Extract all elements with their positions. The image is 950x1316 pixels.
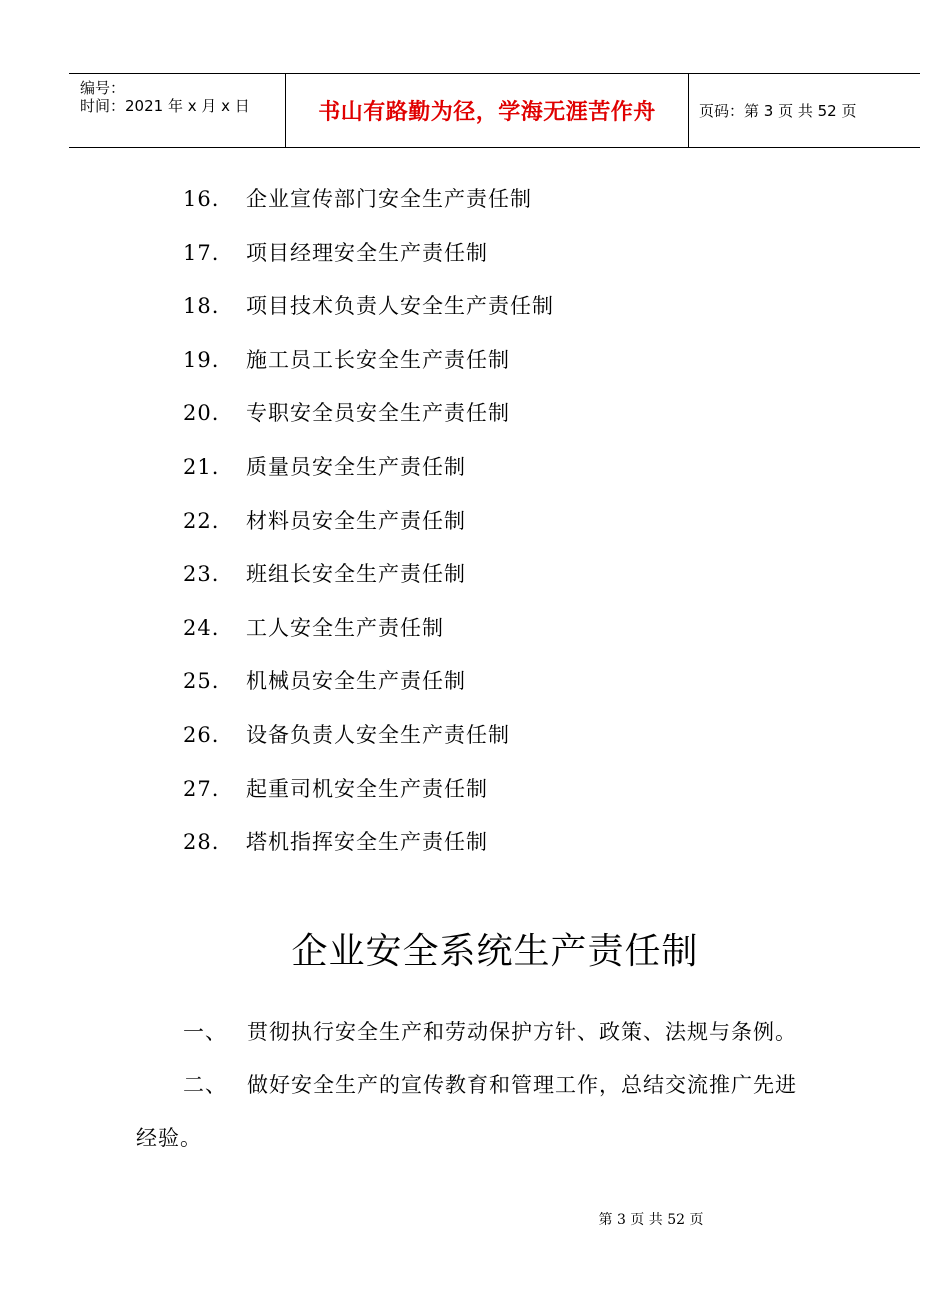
list-item-text: 设备负责人安全生产责任制 bbox=[246, 722, 510, 747]
list-item bbox=[183, 773, 554, 827]
list-item bbox=[183, 237, 554, 291]
list-item-number: 16. bbox=[183, 187, 220, 211]
list-item-number: 24. bbox=[183, 615, 220, 640]
header-motto: 书山有路勤为径，学海无涯苦作舟 bbox=[286, 74, 689, 147]
list-item-text: 工人安全生产责任制 bbox=[246, 615, 444, 640]
list-item-number: 22. bbox=[183, 508, 220, 533]
list-item bbox=[183, 505, 554, 559]
header-page-info: 页码：第 3 页 共 52 页 bbox=[699, 102, 857, 120]
list-item-text: 施工员工长安全生产责任制 bbox=[246, 347, 510, 372]
list-item-number: 20. bbox=[183, 401, 220, 426]
time-label: 时间：2021 年 x 月 x 日 bbox=[80, 97, 250, 115]
list-item-number: 21. bbox=[183, 454, 220, 479]
list-item bbox=[183, 719, 554, 773]
list-item-text: 企业宣传部门安全生产责任制 bbox=[246, 187, 532, 211]
list-item bbox=[183, 290, 554, 344]
list-item-number: 25. bbox=[183, 669, 220, 694]
paragraph-number: 一、 bbox=[183, 1020, 227, 1044]
list-item-number: 28. bbox=[183, 830, 220, 855]
list-item-text: 机械员安全生产责任制 bbox=[246, 669, 466, 694]
list-item-number: 27. bbox=[183, 776, 220, 801]
paragraph-continuation: 经验。 bbox=[136, 1126, 202, 1150]
paragraph-text: 贯彻执行安全生产和劳动保护方针、政策、法规与条例。 bbox=[247, 1020, 797, 1044]
list-item bbox=[183, 183, 554, 237]
list-item bbox=[183, 558, 554, 612]
list-item-number: 18. bbox=[183, 294, 220, 319]
section-title: 企业安全系统生产责任制 bbox=[291, 931, 699, 972]
list-item bbox=[183, 665, 554, 719]
list-item bbox=[183, 826, 554, 880]
list-item-text: 塔机指挥安全生产责任制 bbox=[246, 830, 488, 855]
list-item bbox=[183, 451, 554, 505]
paragraph-text: 做好安全生产的宣传教育和管理工作，总结交流推广先进 bbox=[247, 1073, 797, 1097]
serial-label: 编号： bbox=[80, 79, 126, 97]
header-meta-cell bbox=[69, 74, 286, 147]
list-item-text: 材料员安全生产责任制 bbox=[246, 508, 466, 533]
list-item-number: 23. bbox=[183, 562, 220, 587]
list-item bbox=[183, 344, 554, 398]
list-item-number: 26. bbox=[183, 722, 220, 747]
list-item-number: 19. bbox=[183, 347, 220, 372]
list-item bbox=[183, 612, 554, 666]
page-footer: 第 3 页 共 52 页 bbox=[598, 1212, 704, 1228]
list-item-number: 17. bbox=[183, 240, 220, 265]
list-item-text: 专职安全员安全生产责任制 bbox=[246, 401, 510, 426]
responsibility-list bbox=[183, 183, 554, 880]
list-item-text: 质量员安全生产责任制 bbox=[246, 454, 466, 479]
list-item bbox=[183, 397, 554, 451]
paragraph bbox=[183, 1069, 797, 1101]
paragraph-number: 二、 bbox=[183, 1073, 227, 1097]
list-item-text: 班组长安全生产责任制 bbox=[246, 562, 466, 587]
list-item-text: 起重司机安全生产责任制 bbox=[246, 776, 488, 801]
paragraph bbox=[183, 1016, 797, 1048]
list-item-text: 项目经理安全生产责任制 bbox=[246, 240, 488, 265]
page-header bbox=[69, 73, 920, 148]
list-item-text: 项目技术负责人安全生产责任制 bbox=[246, 294, 554, 319]
